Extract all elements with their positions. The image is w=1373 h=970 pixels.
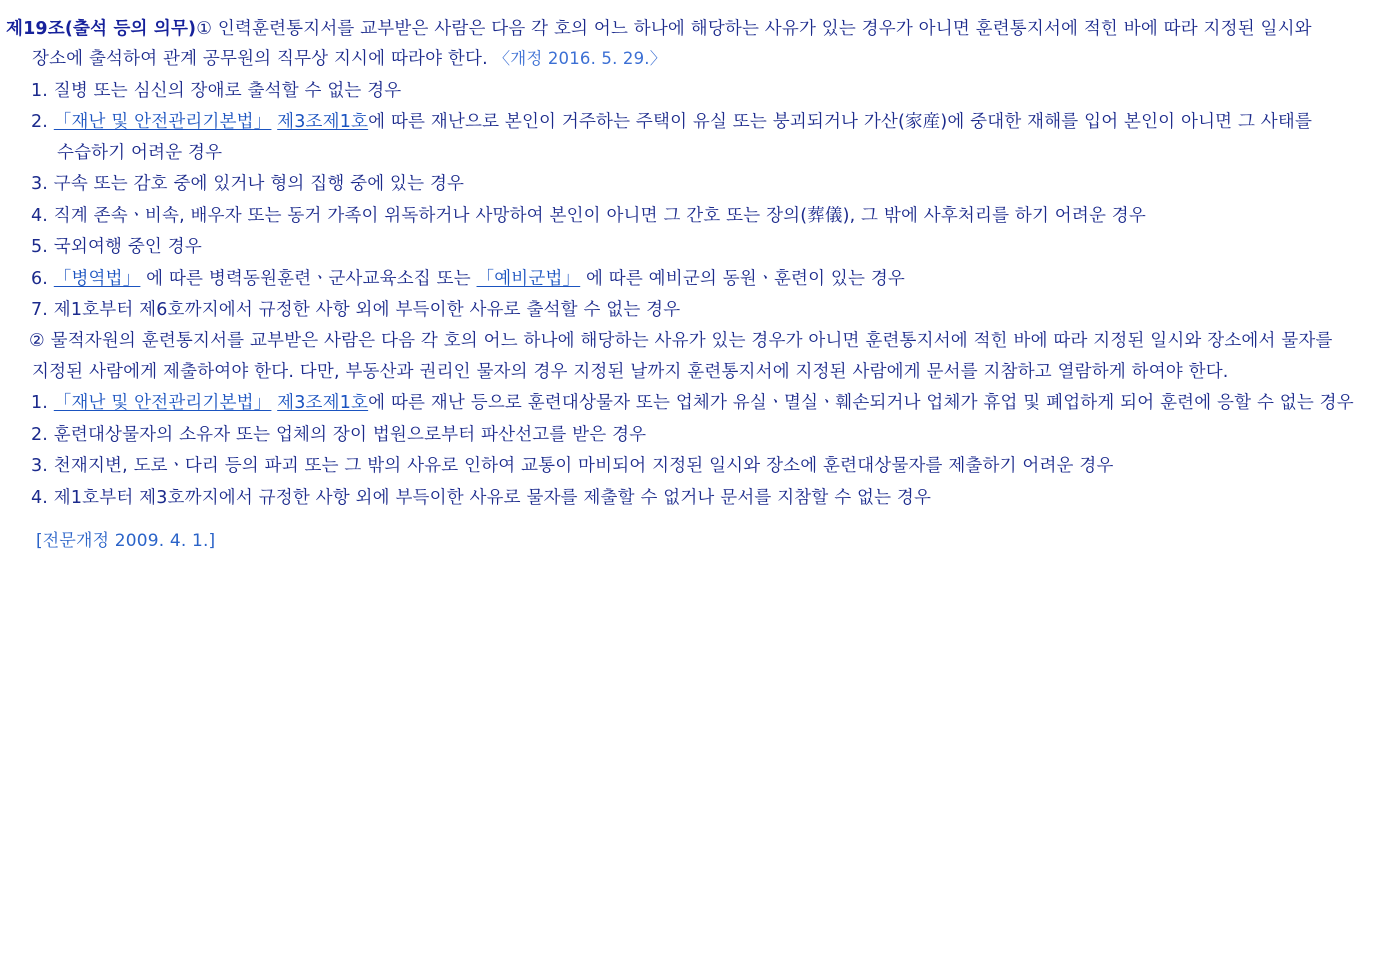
list-item [6,295,1359,325]
article-paragraph-1 [6,14,1359,75]
item-number: 2. [31,112,49,133]
list-item [6,76,1359,106]
item-number: 4. [31,205,49,226]
item-text: 에 따른 예비군의 동원ㆍ훈련이 있는 경우 [580,268,905,289]
item-text: 구속 또는 감호 중에 있거나 형의 집행 중에 있는 경우 [48,174,465,195]
amendment-note: 〈개정 2016. 5. 29.〉 [493,49,667,69]
item-number: 2. [31,424,49,445]
item-number: 1. [31,393,49,414]
clause-marker-1: ① [196,19,213,39]
item-text: 천재지변, 도로ㆍ다리 등의 파괴 또는 그 밖의 사유로 인하여 교통이 마비되어 지정된 일시와 장소에 훈련대상물자를 제출하기 어려운 경우 [48,456,1114,477]
list-item [6,232,1359,262]
item-text: 국외여행 중인 경우 [48,237,202,258]
list-item [6,451,1359,481]
item-text: 에 따른 재난으로 본인이 거주하는 주택이 유실 또는 붕괴되거나 가산(家産)에 중대한 재해를 입어 본인이 아니면 그 사태를 수습하기 어려운 경우 [57,112,1313,163]
clause-text-1: 인력훈련통지서를 교부받은 사람은 다음 각 호의 어느 하나에 해당하는 사유가 있는 경우가 아니면 훈련통지서에 적힌 바에 따라 지정된 일시와 장소에 출석하여 관계 공무원의 직무상 지시에 따라야 한다. [32,19,1312,70]
law-reference-link[interactable]: 「재난 및 안전관리기본법」 [53,393,272,414]
law-reference-link[interactable]: 「병역법」 [53,268,141,289]
list-item [6,420,1359,450]
item-number: 1. [31,80,49,101]
clause-marker-2: ② [29,331,45,352]
item-text: 직계 존속ㆍ비속, 배우자 또는 동거 가족이 위독하거나 사망하여 본인이 아니면 그 간호 또는 장의(葬儀), 그 밖에 사후처리를 하기 어려운 경우 [48,205,1146,226]
list-item [6,483,1359,513]
item-text: 제1호부터 제6호까지에서 규정한 사항 외에 부득이한 사유로 출석할 수 없는 경우 [48,299,681,320]
list-item [6,107,1359,168]
list-item [6,169,1359,199]
item-text: 훈련대상물자의 소유자 또는 업체의 장이 법원으로부터 파산선고를 받은 경우 [48,424,647,445]
item-number: 6. [31,268,49,289]
law-reference-link[interactable]: 「재난 및 안전관리기본법」 [53,112,272,133]
list-item [6,264,1359,294]
item-number: 5. [31,237,49,258]
item-number: 3. [31,456,49,477]
law-reference-link[interactable]: 「예비군법」 [476,268,581,289]
article-title: 제19조(출석 등의 의무) [6,19,197,39]
list-item [6,388,1359,418]
item-number: 7. [31,299,49,320]
article-paragraph-2 [6,326,1359,387]
item-text: 질병 또는 심신의 장애로 출석할 수 없는 경우 [48,80,402,101]
list-item [6,201,1359,231]
item-text: 에 따른 재난 등으로 훈련대상물자 또는 업체가 유실ㆍ멸실ㆍ훼손되거나 업체가 휴업 및 폐업하게 되어 훈련에 응할 수 없는 경우 [368,393,1354,414]
article-reference-link[interactable]: 제3조제1호 [277,393,369,414]
clause-text-2: 물적자원의 훈련통지서를 교부받은 사람은 다음 각 호의 어느 하나에 해당하는 사유가 있는 경우가 아니면 훈련통지서에 적힌 바에 따라 지정된 일시와 장소에서 물자를 지정된 사람에게 제출하여야 한다. 다만, 부동산과 권리인 물자의 경우 지정된 날까지 훈련통지서에 지정된 사람에게 문서를 지참하고 열람하게 하여야 한다. [32,331,1333,382]
revision-footer: [전문개정 2009. 4. 1.] [36,531,216,551]
item-mid: 에 따른 병력동원훈련ㆍ군사교육소집 또는 [140,268,477,289]
article-reference-link[interactable]: 제3조제1호 [277,112,369,133]
item-number: 4. [31,487,49,508]
item-number: 3. [31,174,49,195]
item-text: 제1호부터 제3호까지에서 규정한 사항 외에 부득이한 사유로 물자를 제출할 수 없거나 문서를 지참할 수 없는 경우 [48,487,932,508]
